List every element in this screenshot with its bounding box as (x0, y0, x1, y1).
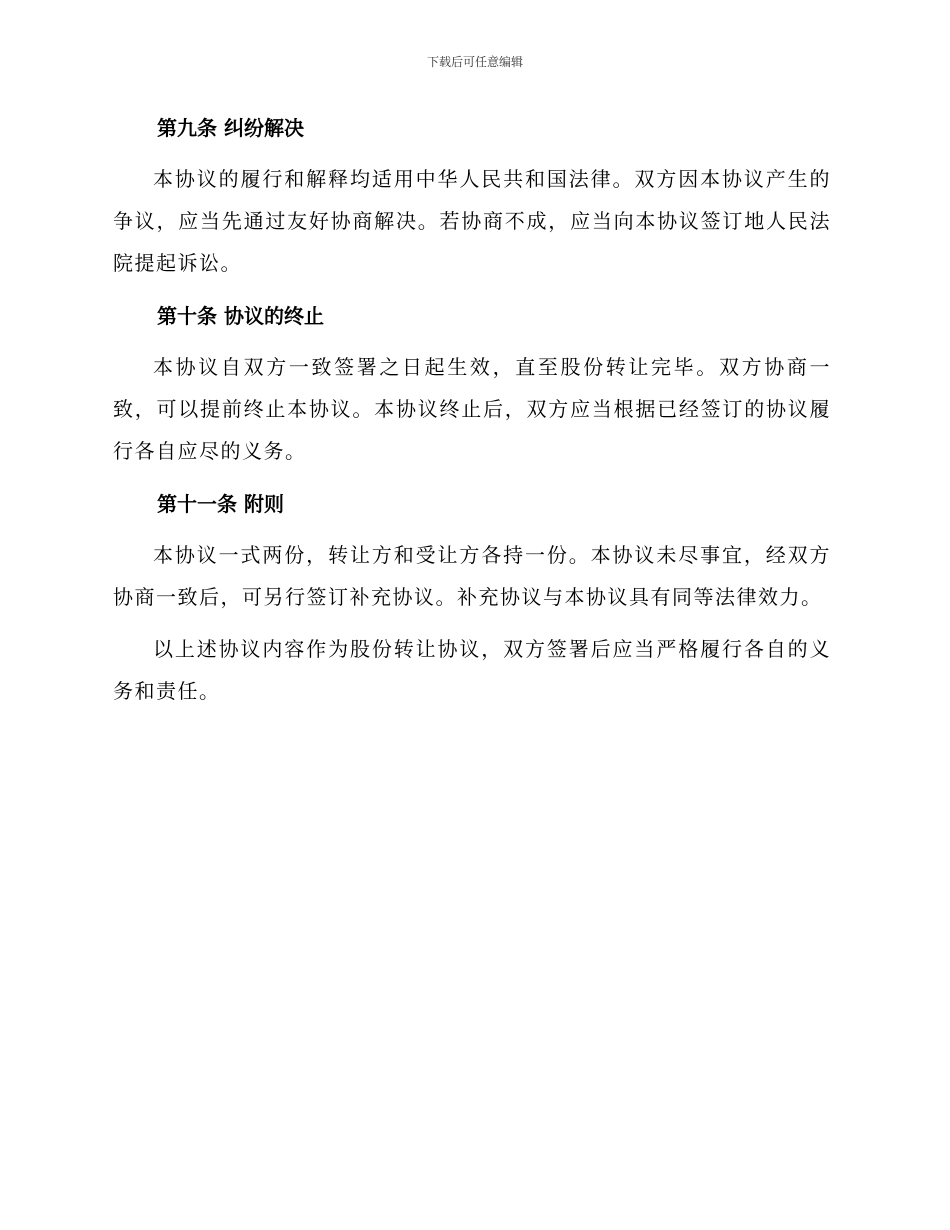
paragraph-article-9: 本协议的履行和解释均适用中华人民共和国法律。双方因本协议产生的争议，应当先通过友好协商解决。若协商不成，应当向本协议签订地人民法院提起诉讼。 (113, 167, 831, 275)
page-header: 下载后可任意编辑 (426, 55, 523, 69)
section-title-article-11: 第十一条 附则 (157, 492, 284, 516)
paragraph-article-10: 本协议自双方一致签署之日起生效，直至股份转让完毕。双方协商一致，可以提前终止本协议。本协议终止后，双方应当根据已经签订的协议履行各自应尽的义务。 (113, 355, 831, 463)
paragraph-article-11: 本协议一式两份，转让方和受让方各持一份。本协议未尽事宜，经双方协商一致后，可另行签订补充协议。补充协议与本协议具有同等法律效力。 (113, 543, 831, 609)
section-title-article-10: 第十条 协议的终止 (157, 304, 324, 328)
paragraph-closing: 以上述协议内容作为股份转让协议，双方签署后应当严格履行各自的义务和责任。 (113, 637, 831, 703)
section-title-article-9: 第九条 纠纷解决 (157, 116, 304, 140)
